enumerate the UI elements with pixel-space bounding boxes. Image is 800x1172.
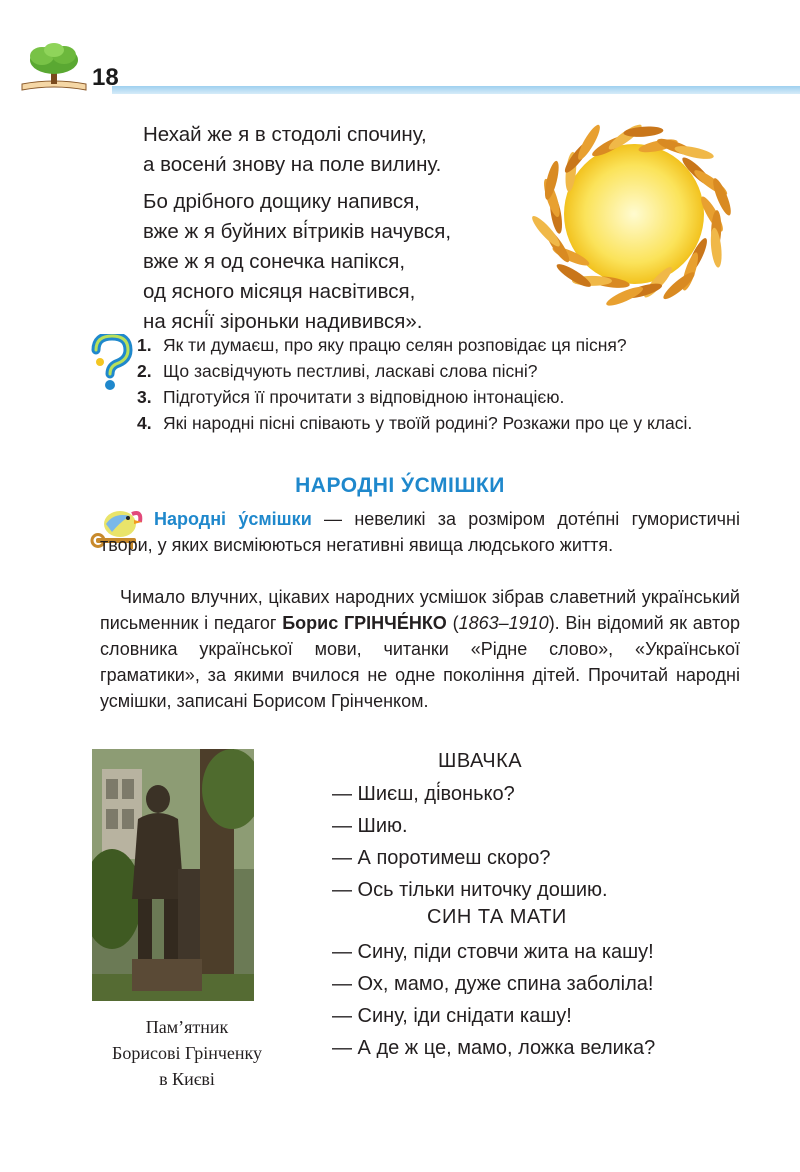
question-item (137, 358, 757, 384)
dialog-line: — Сину, іди снідати кашу! (332, 1005, 572, 1027)
question-mark-icon (86, 334, 136, 392)
question-item (137, 332, 757, 358)
dialog-title: СИН ТА МАТИ (427, 906, 567, 928)
dialog-line: — А де ж це, мамо, ложка велика? (332, 1037, 656, 1059)
poem-line: а восени́ знову на поле вилину. (143, 153, 442, 176)
question-text: Підготуйся її прочитати з відповідною інтонацією. (163, 387, 565, 407)
dialog-line: — Ось тільки ниточку дошию. (332, 879, 608, 901)
question-item (137, 410, 757, 436)
poem-line: од ясного місяця насвітився, (143, 280, 416, 303)
caption-line: Пам’ятник (145, 1017, 229, 1037)
poem-line: вже ж я од сонечка напікся, (143, 250, 406, 273)
caption-line: в Києві (159, 1069, 215, 1089)
poem-stanza (143, 187, 451, 337)
definition-text: — невеликі за розміром доте́пні гумористичні твори, у яких висміюються негативні явища людського життя. (100, 509, 740, 555)
intro-text: ( (446, 613, 459, 633)
header-rule (112, 86, 800, 94)
monument-photo (92, 749, 254, 1001)
intro-text: ). Він відомий як автор словника української мови, читанки «Рідне слово», «Української граматики», за якими вчилося не одне покоління дітей. Прочитай народні усмішки, записані Борисом Грінченком. (100, 613, 741, 711)
dialog-line: — А поротимеш скоро? (332, 847, 551, 869)
dialog-line: — Шиєш, ді́вонько? (332, 783, 515, 805)
dialog-title: ШВАЧКА (438, 750, 523, 772)
intro-paragraph (100, 584, 740, 714)
dialog-line: — Шию. (332, 815, 408, 837)
section-heading: НАРОДНІ У́СМІШКИ (295, 474, 505, 497)
question-number: 2. (137, 361, 152, 381)
question-item (137, 384, 757, 410)
question-text: Які народні пісні співають у твоїй родині? Розкажи про це у класі. (163, 413, 693, 433)
definition-paragraph (100, 506, 740, 558)
question-number: 1. (137, 335, 152, 355)
question-text: Як ти думаєш, про яку працю селян розповідає ця пісня? (163, 335, 627, 355)
question-text: Що засвідчують пестливі, ласкаві слова пісні? (163, 361, 538, 381)
wheat-wreath-icon (508, 118, 760, 314)
poem-line: на ясні́ї зіроньки надивився». (143, 310, 423, 333)
dialog-line: — Сину, піди стовчи жита на кашу! (332, 941, 654, 963)
photo-caption (92, 1014, 282, 1092)
dialog-line: — Ох, мамо, дуже спина заболіла! (332, 973, 654, 995)
poem-line: Нехай же я в стодолі спочину, (143, 123, 427, 146)
dialog-lines (332, 936, 655, 1064)
caption-line: Борисові Грінченку (111, 1043, 263, 1063)
dialog-lines (332, 778, 608, 906)
question-number: 3. (137, 387, 152, 407)
poem-stanza (143, 120, 441, 180)
definition-term: Народні у́смішки (154, 509, 312, 529)
author-years: 1863–1910 (458, 613, 549, 633)
page-number: 18 (92, 64, 119, 91)
questions-list (137, 332, 757, 436)
intro-text: Чимало влучних, цікавих народних усмішок зібрав славетний український письменник і педагог (100, 587, 740, 633)
poem-line: Бо дрібного дощику напився, (143, 190, 420, 213)
question-number: 4. (137, 413, 152, 433)
poem-line: вже ж я буйних ві́триків начувся, (143, 220, 452, 243)
tree-book-icon (18, 40, 90, 94)
author-name: Борис ГРІНЧЕ́НКО (282, 613, 447, 633)
